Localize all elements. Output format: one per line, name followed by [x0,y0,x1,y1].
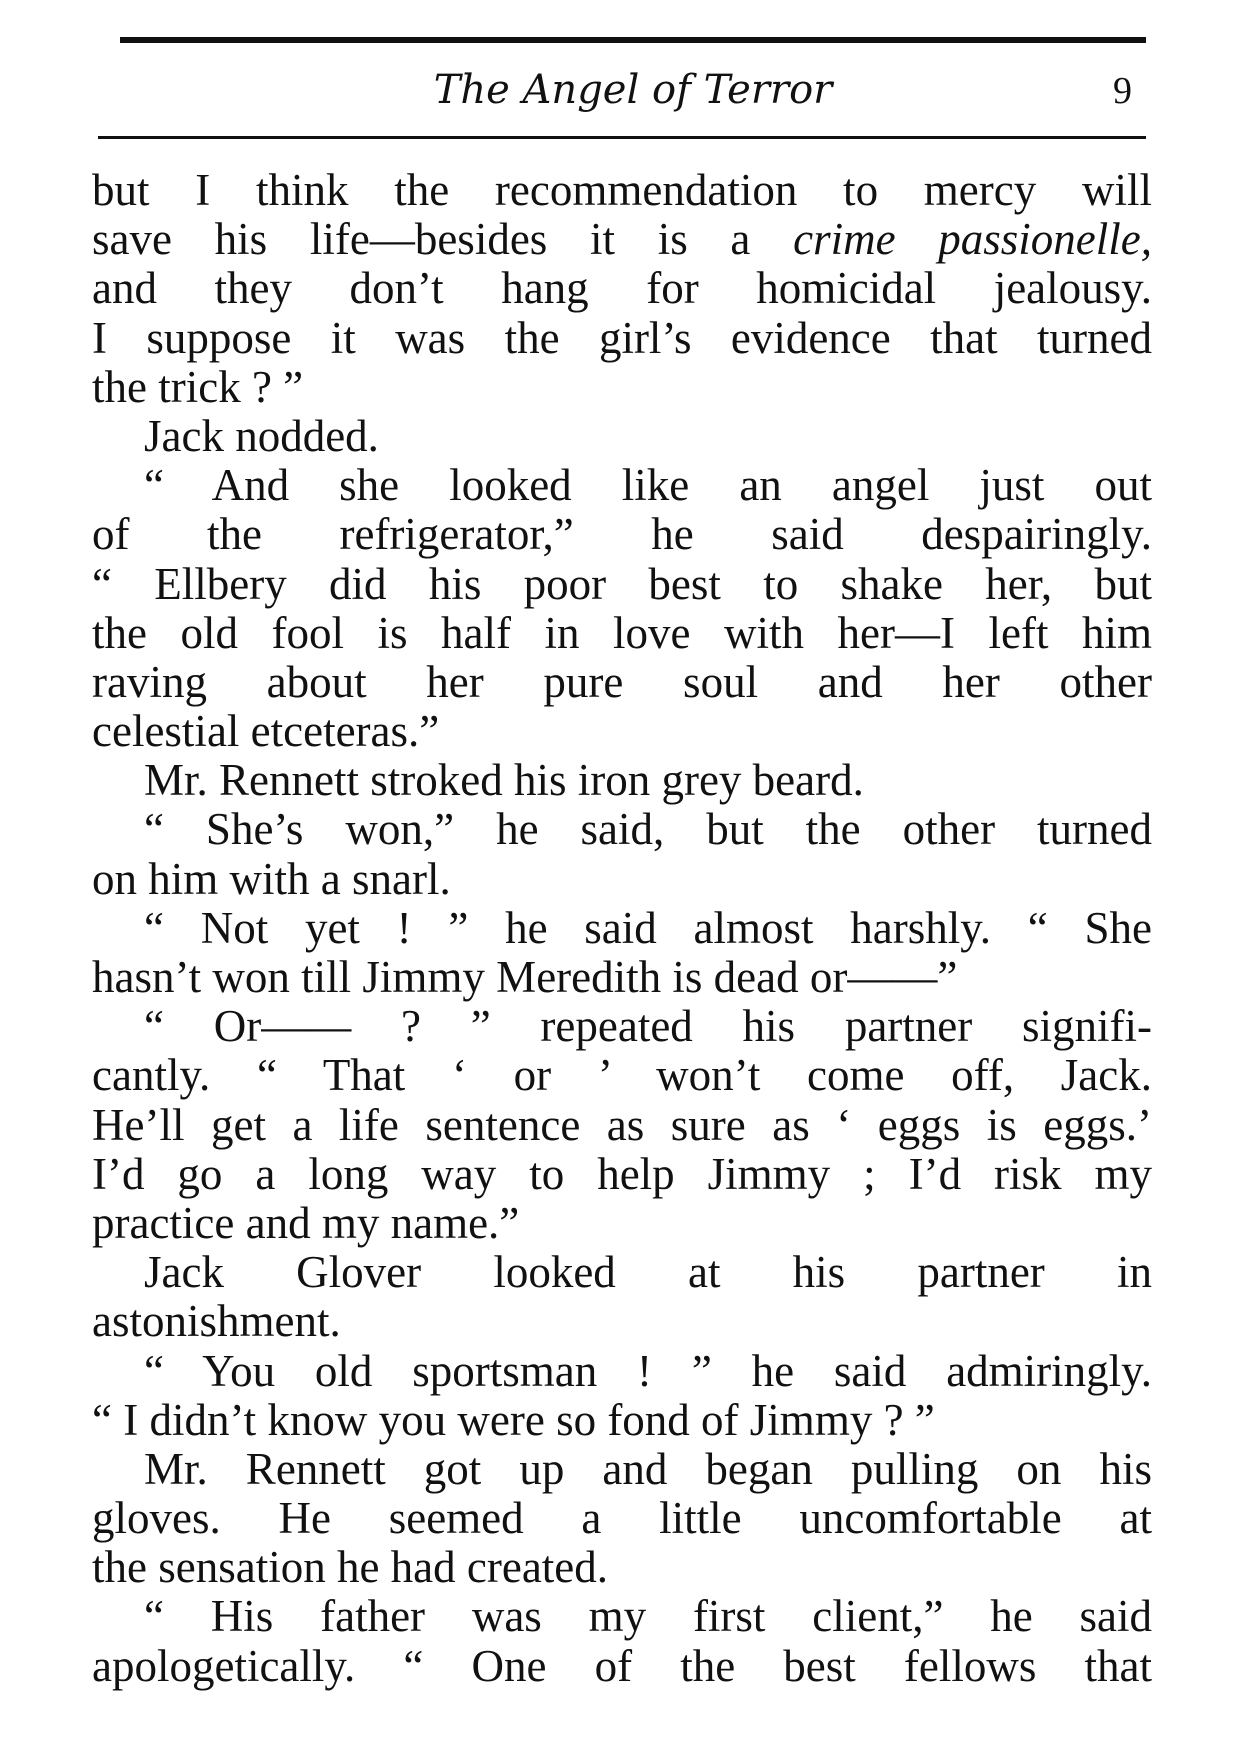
text-line: I suppose it was the girl’s evidence that turned [92,312,1152,363]
text-line: celestial etceteras.” [92,706,440,757]
text-line: “ And she looked like an angel just out [144,460,1152,511]
text-line: practice and my name.” [92,1197,520,1248]
top-rule [120,37,1146,43]
text-line: “ His father was my first client,” he said [144,1591,1152,1642]
text-line: Jack Glover looked at his partner in [144,1247,1152,1298]
page-number: 9 [1113,70,1132,112]
text-line: raving about her pure soul and her other [92,656,1152,707]
header-rule [98,136,1146,139]
text-line: hasn’t won till Jimmy Meredith is dead or——” [92,952,958,1002]
text-line: “ I didn’t know you were so fond of Jimmy ? ” [92,1394,935,1445]
text-line: “ She’s won,” he said, but the other turned [144,804,1152,855]
text-line: I’d go a long way to help Jimmy ; I’d risk my [92,1148,1152,1199]
running-head [120,60,1146,120]
text-line: “ Or—— ? ” repeated his partner signifi- [144,1001,1152,1052]
text-line: apologetically. “ One of the best fellows that [92,1640,1152,1691]
text-line: Mr. Rennett got up and began pulling on his [144,1443,1152,1494]
text-line: and they don’t hang for homicidal jealousy. [92,263,1152,314]
body-text [92,166,1152,1691]
text-line: He’ll get a life sentence as sure as ‘ eggs is eggs.’ [92,1099,1152,1150]
text-line: on him with a snarl. [92,853,451,904]
italic-phrase: crime passionelle, [793,214,1152,265]
text-line: Mr. Rennett stroked his iron grey beard. [144,755,864,806]
text-line: the old fool is half in love with her—I left him [92,607,1152,658]
text-line: save his life—besides it is a crime passionelle, [92,214,1152,265]
text-line: the trick ? ” [92,361,304,412]
text-line: “ You old sportsman ! ” he said admiringly. [144,1345,1152,1396]
text-line: but I think the recommendation to mercy will [92,165,1152,215]
text-line: of the refrigerator,” he said despairingly. [92,509,1152,560]
text-line: the sensation he had created. [92,1542,609,1593]
text-line: “ Ellbery did his poor best to shake her, but [92,558,1152,609]
text-line: astonishment. [92,1296,341,1347]
text-line: Jack nodded. [144,410,379,461]
text-line: cantly. “ That ‘ or ’ won’t come off, Jack. [92,1050,1152,1101]
text-line: “ Not yet ! ” he said almost harshly. “ She [144,902,1152,953]
text-line: gloves. He seemed a little uncomfortable at [92,1493,1152,1544]
running-head-title: The Angel of Terror [433,67,833,113]
